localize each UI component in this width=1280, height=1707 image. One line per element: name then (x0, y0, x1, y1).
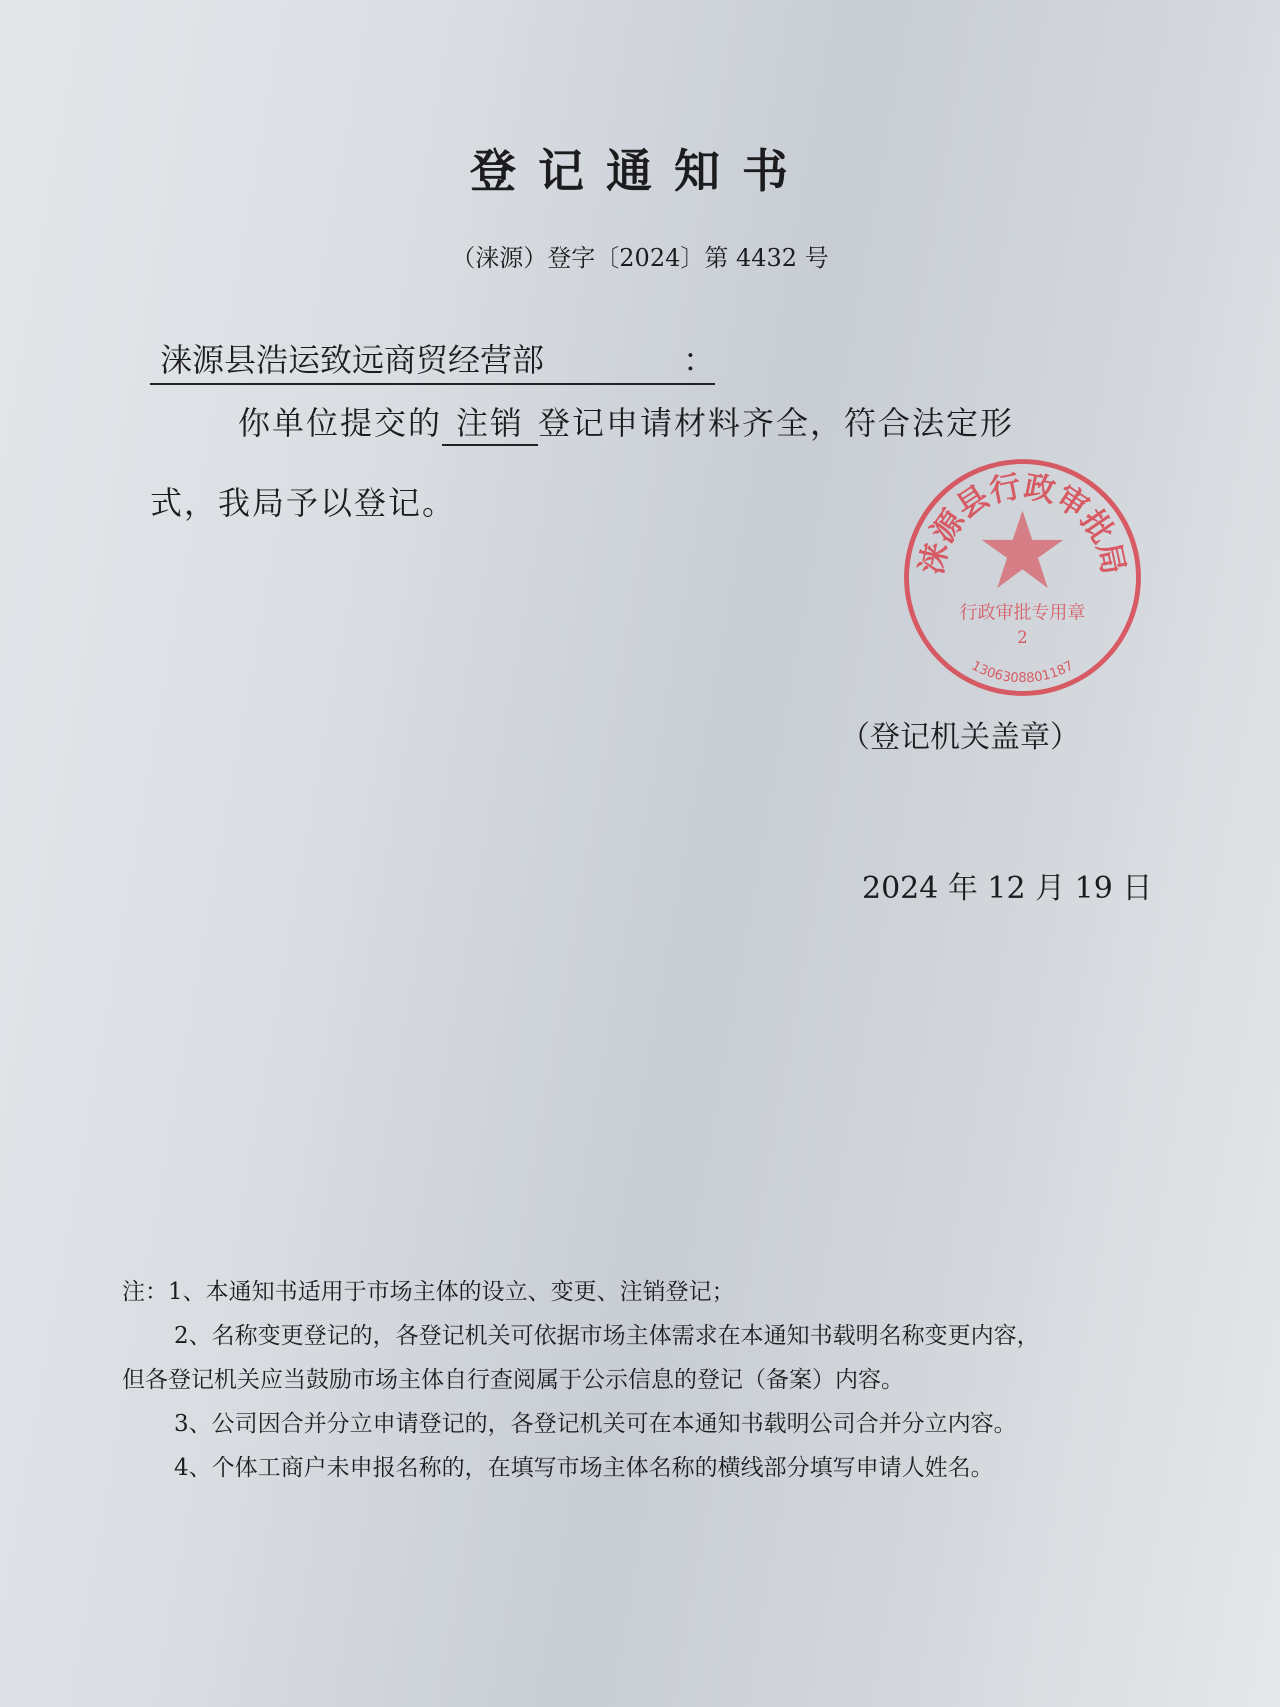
notes-section (122, 1270, 1202, 1490)
issue-date: 2024 年 12 月 19 日 (862, 871, 1153, 906)
body-suffix: 登记申请材料齐全，符合法定形 (538, 404, 1015, 442)
note-4: 4、个体工商户未申报名称的，在填写市场主体名称的横线部分填写申请人姓名。 (174, 1455, 994, 1481)
stamp-code: 1306308801187 (968, 658, 1077, 687)
addressee-line (150, 335, 715, 385)
stamp-outer-text: 涞源县行政审批局 (913, 468, 1132, 578)
registration-type: 注销 (442, 398, 538, 446)
document-title: 登记通知书 (470, 144, 810, 198)
addressee-colon: ： (682, 341, 715, 379)
document-number: （涞源）登字〔2024〕第 4432 号 (451, 244, 829, 272)
note-2-cont: 但各登记机关应当鼓励市场主体自行查阅属于公示信息的登记（备案）内容。 (122, 1367, 904, 1393)
official-stamp (900, 455, 1145, 700)
star-icon (982, 511, 1064, 589)
addressee-name: 涞源县浩运致远商贸经营部 (160, 341, 545, 379)
note-3: 3、公司因合并分立申请登记的，各登记机关可在本通知书载明公司合并分立内容。 (174, 1411, 1017, 1437)
body-prefix: 你单位提交的 (238, 404, 443, 442)
seal-label: （登记机关盖章） (840, 720, 1080, 755)
body-line-2: 式，我局予以登记。 (150, 484, 457, 522)
body-line-1 (238, 398, 1014, 446)
stamp-inner-text: 行政审批专用章 (959, 602, 1086, 624)
note-1: 注：1、本通知书适用于市场主体的设立、变更、注销登记； (122, 1279, 735, 1305)
stamp-ring (907, 462, 1139, 694)
stamp-number-mark: 2 (1017, 627, 1028, 647)
note-2: 2、名称变更登记的，各登记机关可依据市场主体需求在本通知书载明名称变更内容， (174, 1323, 1040, 1349)
